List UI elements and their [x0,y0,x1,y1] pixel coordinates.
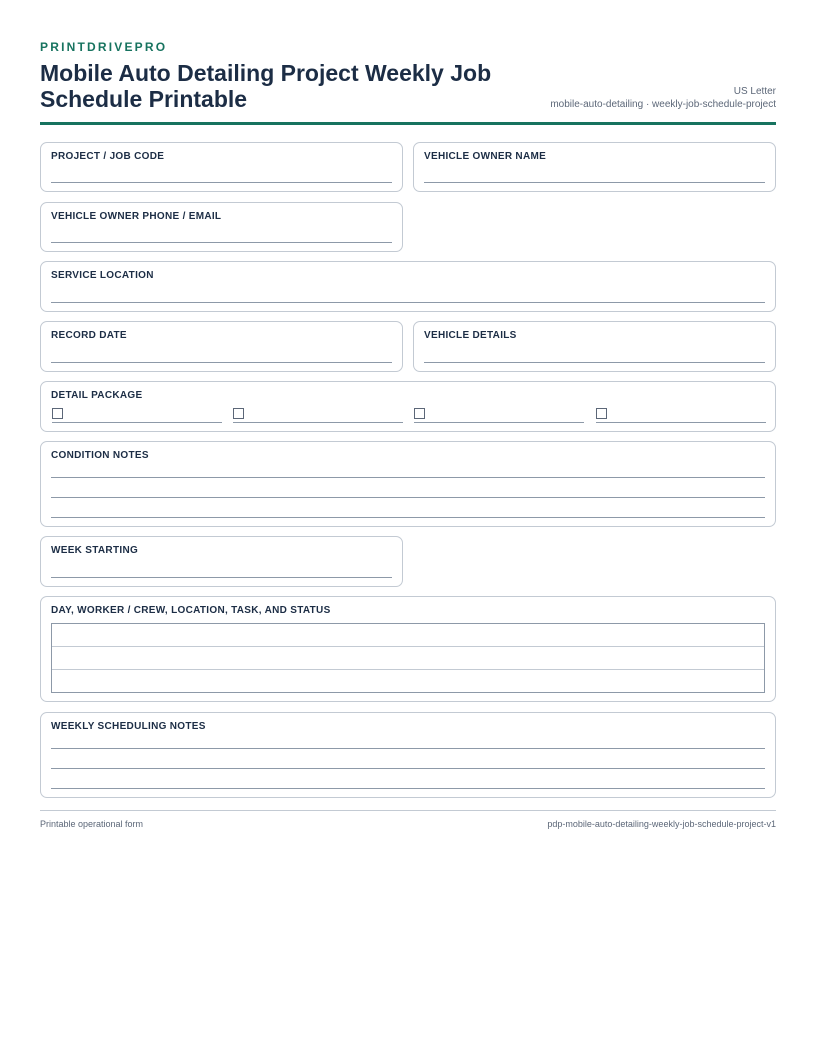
page-title: Mobile Auto Detailing Project Weekly Job Schedule Printable [40,60,492,112]
write-line [51,497,765,498]
write-line [51,517,765,518]
write-line [51,182,392,183]
field-label: SERVICE LOCATION [51,270,154,281]
field-label: VEHICLE OWNER NAME [424,151,547,162]
checkbox[interactable] [596,408,607,419]
field-label: WEEKLY SCHEDULING NOTES [51,721,206,732]
service-location-field[interactable] [40,261,776,312]
package-option-1[interactable] [52,407,222,423]
package-option-3[interactable] [414,407,584,423]
write-line [51,788,765,789]
write-line [596,422,766,423]
record-date-field[interactable] [40,321,403,372]
package-option-4[interactable] [596,407,766,423]
write-line [51,748,765,749]
weekly-scheduling-notes-field[interactable] [40,712,776,798]
write-line [51,477,765,478]
footer-left: Printable operational form [40,819,144,829]
package-option-2[interactable] [233,407,403,423]
write-line [424,362,765,363]
field-label: PROJECT / JOB CODE [51,151,165,162]
write-line [233,422,403,423]
write-line [52,422,222,423]
write-line [51,577,392,578]
vehicle-owner-contact-field[interactable] [40,202,403,252]
brand-name: PRINTDRIVEPRO [40,40,168,54]
field-label: VEHICLE DETAILS [424,330,517,341]
schedule-table-section [40,596,776,702]
checkbox[interactable] [233,408,244,419]
checkbox[interactable] [52,408,63,419]
field-label: RECORD DATE [51,330,127,341]
footer-form-id: pdp-mobile-auto-detailing-weekly-job-schedule-project-v1 [547,819,776,829]
schedule-table [51,623,765,693]
field-label: DAY, WORKER / CREW, LOCATION, TASK, AND STATUS [51,605,331,616]
write-line [424,182,765,183]
header-meta [550,85,776,111]
field-label: VEHICLE OWNER PHONE / EMAIL [51,211,222,222]
form-slug: mobile-auto-detailing · weekly-job-schedule-project [550,99,776,110]
table-row[interactable] [52,624,764,647]
paper-size: US Letter [733,86,776,97]
checkbox[interactable] [414,408,425,419]
condition-notes-field[interactable] [40,441,776,527]
vehicle-details-field[interactable] [413,321,776,372]
footer-rule [40,810,776,811]
table-row[interactable] [52,647,764,670]
write-line [51,362,392,363]
write-line [51,242,392,243]
header-rule [40,122,776,125]
field-label: CONDITION NOTES [51,450,149,461]
table-row[interactable] [52,670,764,693]
write-line [414,422,584,423]
week-starting-field[interactable] [40,536,403,587]
field-label: WEEK STARTING [51,545,139,556]
project-job-code-field[interactable] [40,142,403,192]
detail-package-field [40,381,776,432]
field-label: DETAIL PACKAGE [51,390,143,401]
write-line [51,302,765,303]
vehicle-owner-name-field[interactable] [413,142,776,192]
write-line [51,768,765,769]
